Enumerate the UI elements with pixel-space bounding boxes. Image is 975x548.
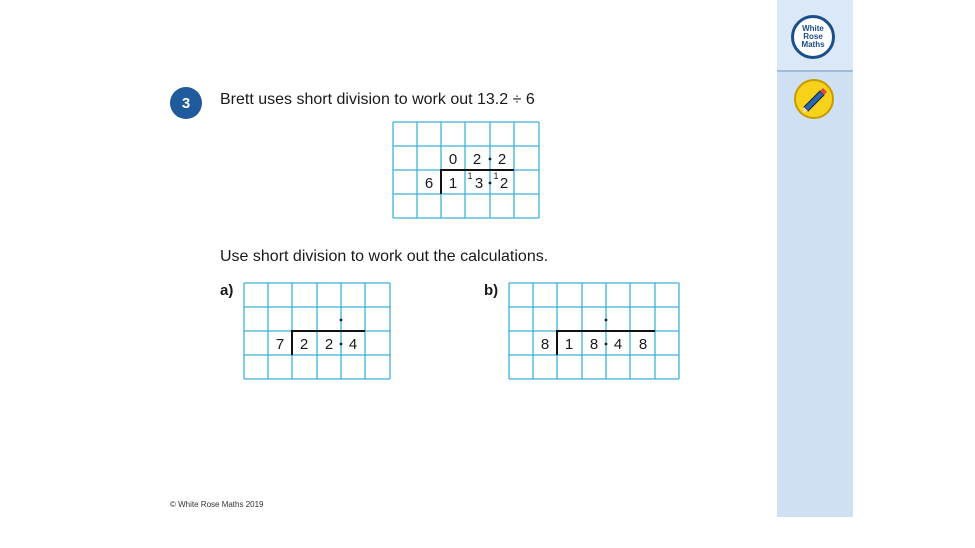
part-b-label: b) xyxy=(484,282,499,299)
instruction-text: Use short division to work out the calculations. xyxy=(220,248,549,265)
part-b-divisor: 8 xyxy=(540,336,550,353)
question-intro: Brett uses short division to work out 13.2 ÷ 6 xyxy=(220,91,535,108)
copyright-footer: © White Rose Maths 2019 xyxy=(170,500,264,509)
part-b-division-grid xyxy=(508,282,683,381)
logo-line2: Rose xyxy=(803,32,823,41)
part-a-dividend-decimal-point xyxy=(340,343,343,346)
sidebar-panel xyxy=(777,0,853,517)
question-number-badge: 3 xyxy=(170,87,202,119)
part-a-divisor: 7 xyxy=(275,336,285,353)
part-a-dividend-digit-3: 4 xyxy=(348,336,358,353)
part-b-dividend-digit-1: 1 xyxy=(564,336,574,353)
part-b-dividend-digit-3: 4 xyxy=(613,336,623,353)
example-dividend-decimal-point xyxy=(489,182,492,185)
example-divisor: 6 xyxy=(424,175,434,192)
pencil-icon-svg xyxy=(796,81,832,117)
sidebar-header xyxy=(777,0,853,72)
white-rose-maths-logo xyxy=(791,15,835,59)
example-carry-1: 1 xyxy=(467,171,473,181)
example-dividend-digit-2: 3 xyxy=(474,175,484,192)
pencil-icon xyxy=(794,79,834,119)
logo-line3: Maths xyxy=(801,40,825,49)
part-a-division-grid xyxy=(243,282,393,381)
example-carry-2: 1 xyxy=(493,171,499,181)
part-a-dividend-digit-2: 2 xyxy=(324,336,334,353)
part-b-dividend-digit-4: 8 xyxy=(638,336,648,353)
part-b-dividend-decimal-point xyxy=(605,343,608,346)
example-quotient-digit-3: 2 xyxy=(497,151,507,168)
example-division-grid xyxy=(392,121,542,220)
part-a-quotient-decimal-point xyxy=(340,319,343,322)
part-a-dividend-digit-1: 2 xyxy=(299,336,309,353)
example-quotient-decimal-point xyxy=(489,158,492,161)
example-dividend-digit-3: 2 xyxy=(499,175,509,192)
part-b-dividend-digit-2: 8 xyxy=(589,336,599,353)
example-dividend-digit-1: 1 xyxy=(448,175,458,192)
logo-line1: White xyxy=(802,24,824,33)
example-quotient-digit-2: 2 xyxy=(472,151,482,168)
part-b-quotient-decimal-point xyxy=(605,319,608,322)
part-a-label: a) xyxy=(220,282,234,299)
example-quotient-digit-1: 0 xyxy=(448,151,458,168)
